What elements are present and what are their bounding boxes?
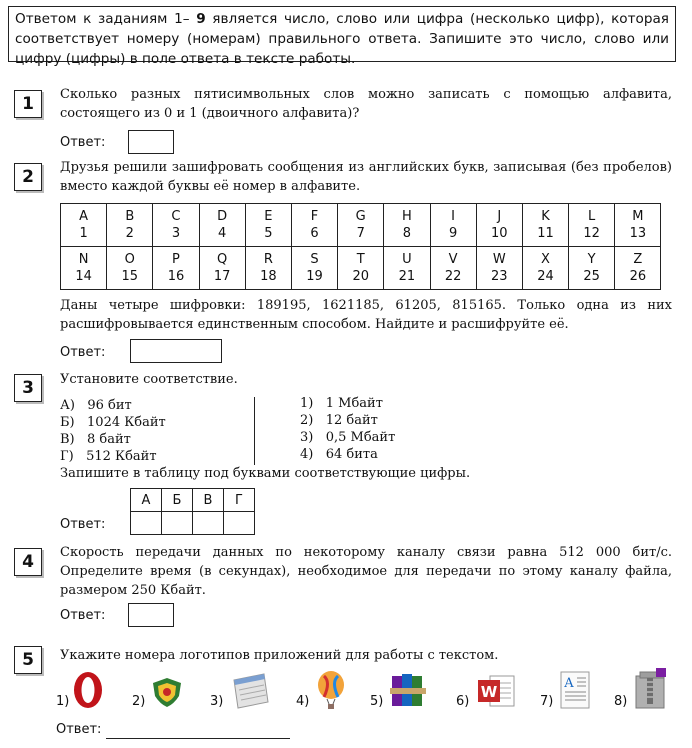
alphabet-cell (615, 247, 661, 290)
alphabet-number: 21 (398, 269, 416, 284)
alphabet-cell (153, 204, 199, 247)
word-icon (476, 672, 516, 710)
alphabet-cell (476, 204, 522, 247)
alphabet-cell (476, 247, 522, 290)
answer-table-header-b: Б (162, 489, 193, 512)
alphabet-row (61, 247, 661, 290)
match-left-item: Г) 512 Кбайт (60, 449, 157, 464)
alphabet-number: 16 (167, 269, 185, 284)
answer-table-cell-a[interactable] (131, 512, 162, 535)
shield-icon (150, 676, 184, 708)
instructions-bold: 9 (196, 11, 206, 27)
instructions-text-b: является число, слово или цифра (несколько цифр), которая соответствует номеру (номерам) правильного ответа. Запишите это число, слово или цифру (цифры) в поле ответа в тексте работы. (15, 11, 669, 67)
alphabet-number: 12 (583, 226, 600, 241)
alphabet-cell (522, 204, 568, 247)
alphabet-cell (245, 247, 291, 290)
logo-1-label: 1) (56, 694, 70, 709)
alphabet-cell (199, 204, 245, 247)
alphabet-number: 2 (125, 226, 134, 241)
match-right-item: 2) 12 байт (300, 413, 378, 428)
task-3-left-column (60, 397, 166, 465)
match-right-item: 1) 1 Мбайт (300, 396, 383, 411)
answer-table-cell-b[interactable] (162, 512, 193, 535)
logo-6-label: 6) (456, 694, 470, 709)
task-1-answer-field[interactable] (128, 130, 174, 154)
alphabet-number: 19 (306, 269, 323, 284)
match-right-item: 3) 0,5 Мбайт (300, 430, 396, 445)
alphabet-cell (107, 204, 153, 247)
alphabet-letter: Z (633, 252, 643, 267)
alphabet-table (60, 203, 661, 290)
alphabet-number: 1 (79, 226, 88, 241)
task-3-right-column (300, 395, 395, 463)
task-2-answer-field[interactable] (130, 339, 222, 363)
task-5-answer-field[interactable] (106, 738, 290, 739)
task-4-text: Скорость передачи данных по некоторому каналу связи равна 512 000 бит/с. Определите время (в секундах), необходимое для передачи по этому каналу файла, размером 250 Кбайт. (60, 545, 672, 598)
task-3-instruction: Запишите в таблицу под буквами соответствующие цифры. (60, 466, 471, 481)
task-5-answer-label: Ответ: (56, 722, 102, 737)
task-2-answer-label: Ответ: (60, 345, 106, 360)
task-2-ciphers-text: Даны четыре шифровки: 189195, 1621185, 61205, 815165. Только одна из них расшифровывается единственным способом. Найдите и расшифруйте её. (60, 298, 672, 332)
match-left-item: Б) 1024 Кбайт (60, 415, 166, 430)
task-4-answer-label: Ответ: (60, 608, 106, 623)
alphabet-cell (291, 204, 337, 247)
logo-3-label: 3) (210, 694, 224, 709)
svg-text:W: W (480, 683, 498, 701)
task-4-answer-field[interactable] (128, 603, 174, 627)
alphabet-number: 24 (537, 269, 554, 284)
alphabet-letter: Q (217, 252, 228, 267)
logo-2-label: 2) (132, 694, 146, 709)
alphabet-cell (199, 247, 245, 290)
alphabet-row (61, 204, 661, 247)
alphabet-number: 9 (448, 226, 458, 241)
alphabet-letter: L (588, 209, 596, 224)
match-left-item: В) 8 байт (60, 432, 131, 447)
alphabet-cell (61, 204, 107, 247)
alphabet-cell (291, 247, 337, 290)
alphabet-letter: P (172, 252, 180, 267)
task-4-number: 4 (14, 548, 42, 576)
opera-icon (72, 670, 104, 710)
alphabet-letter: V (448, 252, 458, 267)
task-5-number: 5 (14, 646, 42, 674)
alphabet-letter: Y (587, 252, 596, 267)
alphabet-number: 15 (121, 269, 139, 284)
logo-5-label: 5) (370, 694, 384, 709)
task-2-number: 2 (14, 163, 42, 191)
task-1-text: Сколько разных пятисимвольных слов можно записать с помощью алфавита, состоящего из 0 и 1 (двоичного алфавита)? (60, 87, 672, 121)
answer-table-cell-g[interactable] (224, 512, 255, 535)
alphabet-number: 5 (264, 226, 273, 241)
alphabet-number: 10 (491, 226, 508, 241)
instructions-box (8, 6, 676, 67)
alphabet-number: 14 (75, 269, 92, 284)
match-right-item: 4) 64 бита (300, 447, 378, 462)
alphabet-cell (522, 247, 568, 290)
alphabet-number: 20 (352, 269, 369, 284)
svg-text:A: A (564, 676, 574, 691)
alphabet-cell (107, 247, 153, 290)
alphabet-cell (569, 204, 615, 247)
answer-table-cell-v[interactable] (193, 512, 224, 535)
alphabet-number: 13 (629, 226, 647, 241)
alphabet-cell (153, 247, 199, 290)
alphabet-number: 17 (213, 269, 231, 284)
alphabet-number: 22 (444, 269, 462, 284)
alphabet-number: 8 (402, 226, 412, 241)
wordpad-icon (558, 670, 592, 710)
task-3-number: 3 (14, 374, 42, 402)
alphabet-cell (430, 204, 476, 247)
alphabet-letter: G (355, 209, 366, 224)
task-5-text: Укажите номера логотипов приложений для работы с текстом. (60, 648, 499, 663)
archive-icon (632, 668, 670, 710)
alphabet-letter: X (541, 252, 550, 267)
logo-7-label: 7) (540, 694, 554, 709)
alphabet-letter: D (217, 209, 228, 224)
alphabet-number: 3 (171, 226, 181, 241)
alphabet-cell (384, 247, 430, 290)
alphabet-letter: O (124, 252, 135, 267)
alphabet-number: 26 (629, 269, 647, 284)
logo-4-label: 4) (296, 694, 310, 709)
alphabet-letter: B (125, 209, 135, 224)
alphabet-number: 4 (218, 226, 227, 241)
alphabet-number: 11 (537, 226, 554, 241)
alphabet-letter: R (263, 252, 273, 267)
alphabet-cell (384, 204, 430, 247)
alphabet-cell (338, 247, 384, 290)
alphabet-cell (61, 247, 107, 290)
alphabet-letter: T (356, 252, 365, 267)
alphabet-cell (245, 204, 291, 247)
alphabet-number: 23 (491, 269, 508, 284)
alphabet-letter: W (492, 252, 506, 267)
task-1-answer-label: Ответ: (60, 135, 106, 150)
task-3-answer-table (130, 488, 255, 535)
alphabet-cell (430, 247, 476, 290)
winrar-icon (388, 670, 428, 710)
alphabet-letter: M (632, 209, 644, 224)
balloon-icon (314, 670, 348, 710)
answer-table-header-g: Г (224, 489, 255, 512)
logo-8-label: 8) (614, 694, 628, 709)
alphabet-letter: H (402, 209, 412, 224)
alphabet-letter: J (497, 209, 502, 224)
task-3-title: Установите соответствие. (60, 372, 238, 387)
alphabet-number: 7 (356, 226, 365, 241)
alphabet-letter: U (402, 252, 412, 267)
alphabet-letter: I (451, 209, 456, 224)
alphabet-letter: N (78, 252, 89, 267)
alphabet-number: 25 (583, 269, 600, 284)
task-3-answer-label: Ответ: (60, 517, 106, 532)
task-1-number: 1 (14, 90, 42, 118)
notepad-icon (230, 672, 270, 710)
alphabet-number: 6 (310, 226, 319, 241)
task-2-text: Друзья решили зашифровать сообщения из английских букв, записывая (без пробелов) вместо каждой буквы её номер в алфавите. (60, 160, 672, 194)
alphabet-cell (338, 204, 384, 247)
instructions-text-a: Ответом к заданиям 1– (15, 11, 197, 27)
alphabet-cell (615, 204, 661, 247)
match-divider (254, 397, 255, 465)
alphabet-letter: S (310, 252, 319, 267)
alphabet-letter: F (310, 209, 319, 224)
answer-table-header-v: В (193, 489, 224, 512)
match-left-item: А) 96 бит (60, 398, 132, 413)
alphabet-letter: K (541, 209, 550, 224)
alphabet-letter: E (264, 209, 273, 224)
alphabet-cell (569, 247, 615, 290)
answer-table-header-a: А (131, 489, 162, 512)
alphabet-number: 18 (260, 269, 277, 284)
alphabet-letter: A (79, 209, 89, 224)
alphabet-letter: C (171, 209, 181, 224)
